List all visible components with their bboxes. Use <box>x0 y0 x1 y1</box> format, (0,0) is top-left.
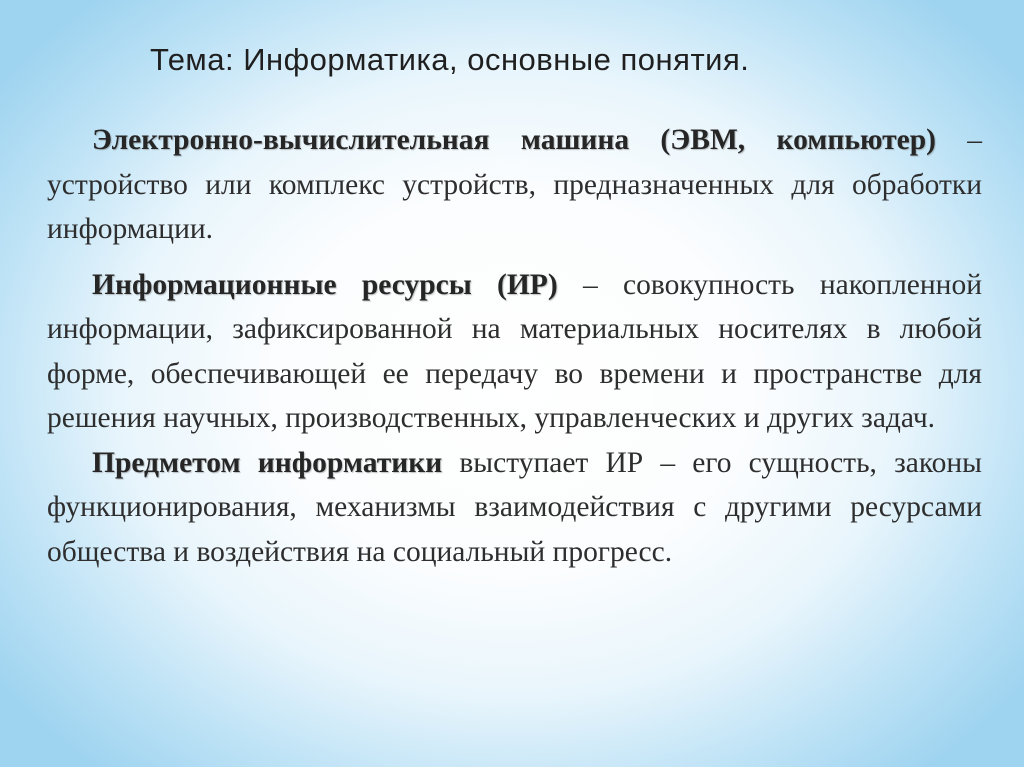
term-computer: Электронно-вычислительная машина (ЭВМ, компьютер) <box>92 124 936 156</box>
definition-information-resources-text: – совокупность накопленной информации, зафиксированной на материальных носителях в любой форме, обеспечивающей ее передачу во времени и пространстве для решения научных, производственных, управленческих и других задач. <box>47 268 982 434</box>
definition-computer-text: – устройство или комплекс устройств, предназначенных для обработки информации. <box>47 124 982 245</box>
term-information-resources: Информационные ресурсы (ИР) <box>92 268 558 301</box>
definition-information-resources <box>47 263 982 441</box>
definition-subject-of-informatics-text: выступает ИР – его сущность, законы функционирования, механизмы взаимодействия с другими ресурсами общества и воздействия на социальный прогресс. <box>47 446 983 568</box>
slide-title: Тема: Информатика, основные понятия. <box>150 42 750 77</box>
term-subject-of-informatics: Предметом информатики <box>92 446 443 479</box>
slide-body <box>47 118 982 574</box>
definition-computer <box>47 118 982 252</box>
definition-subject-of-informatics <box>47 441 982 575</box>
